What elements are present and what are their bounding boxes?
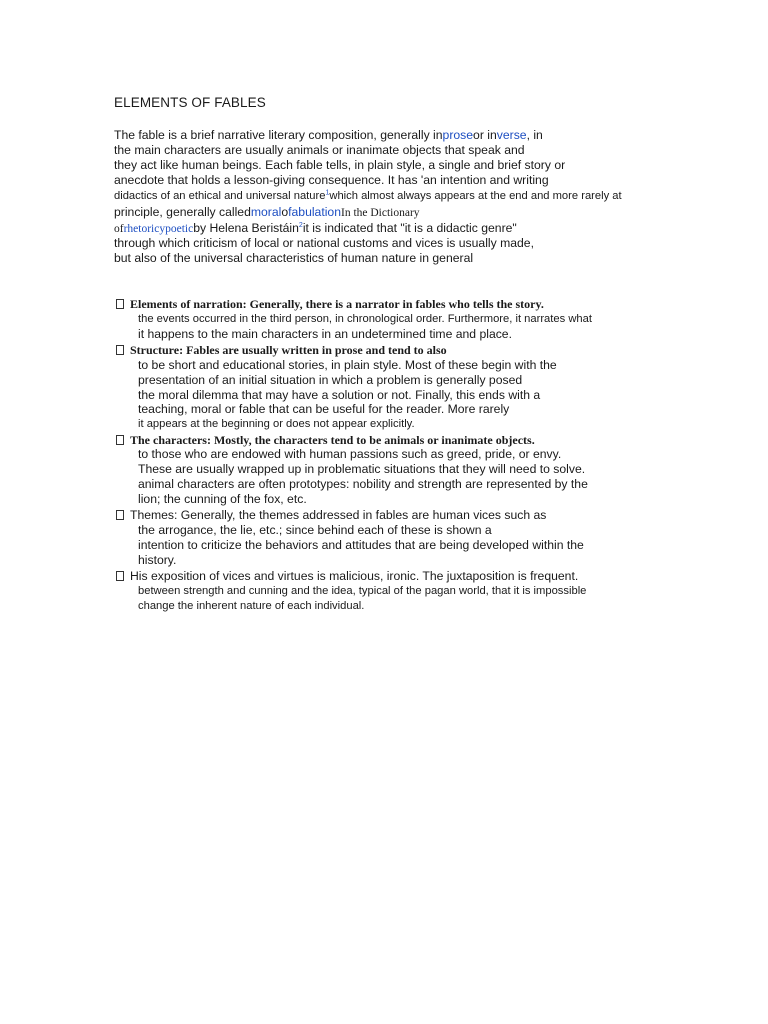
text-run: y [159, 223, 166, 235]
paragraph-line-1 [114, 128, 543, 143]
item-heading: Themes: Generally, the themes addressed in fables are human vices such as [130, 508, 547, 522]
bullet-box-icon [116, 510, 124, 520]
item-line: it happens to the main characters in an undetermined time and place. [138, 327, 512, 341]
bullet-box-icon [116, 571, 124, 581]
item-heading: The characters: Mostly, the characters tend to be animals or inanimate objects. [130, 433, 535, 447]
verse-link[interactable]: verse [496, 128, 527, 142]
paragraph-line-3: they act like human beings. Each fable tells, in plain style, a single and brief story or [114, 158, 566, 172]
bullet-item-narration [116, 297, 544, 312]
item-heading: His exposition of vices and virtues is malicious, ironic. The juxtaposition is frequent. [130, 569, 579, 583]
text-run: or in [473, 128, 497, 142]
item-line: the events occurred in the third person, in chronological order. Furthermore, it narrates what [138, 313, 592, 325]
item-line: change the inherent nature of each individual. [138, 600, 365, 612]
text-run: by Helena Beristáin [193, 221, 299, 235]
text-run: o [281, 205, 289, 219]
paragraph-line-8: through which criticism of local or national customs and vices is usually made, [114, 236, 534, 250]
item-line: intention to criticize the behaviors and attitudes that are being developed within the [138, 538, 584, 552]
prose-link[interactable]: prose [442, 128, 474, 142]
paragraph-line-5 [114, 189, 622, 204]
text-run: it is indicated that "it is a didactic genre" [302, 221, 517, 235]
text-run: didactics of an ethical and universal nature [114, 190, 326, 202]
bullet-item-characters [116, 433, 535, 448]
text-run: principle, generally called [114, 205, 251, 219]
bullet-box-icon [116, 435, 124, 445]
moral-link[interactable]: moral [250, 205, 282, 219]
text-run: The fable is a brief narrative literary composition, generally in [114, 128, 443, 142]
item-line: between strength and cunning and the idea, typical of the pagan world, that it is impossible [138, 585, 587, 597]
item-line: the moral dilemma that may have a solution or not. Finally, this ends with a [138, 388, 541, 402]
footnote-ref-1[interactable]: 1 [325, 189, 330, 197]
item-line: teaching, moral or fable that can be useful for the reader. More rarely [138, 402, 510, 416]
item-line: it appears at the beginning or does not appear explicitly. [138, 418, 415, 430]
rhetoric-link[interactable]: rhetoric [123, 223, 160, 235]
paragraph-line-2: the main characters are usually animals or inanimate objects that speak and [114, 143, 525, 157]
paragraph-line-9: but also of the universal characteristics of human nature in general [114, 251, 474, 265]
item-line: lion; the cunning of the fox, etc. [138, 492, 307, 506]
item-line: to be short and educational stories, in plain style. Most of these begin with the [138, 358, 557, 372]
bullet-item-themes [116, 508, 546, 523]
item-line: presentation of an initial situation in which a problem is generally posed [138, 373, 523, 387]
footnote-ref-2[interactable]: 2 [298, 221, 303, 229]
item-line: animal characters are often prototypes: nobility and strength are represented by the [138, 477, 588, 491]
paragraph-line-7 [114, 221, 517, 237]
item-line: These are usually wrapped up in problematic situations that they will need to solve. [138, 462, 586, 476]
page-title: ELEMENTS OF FABLES [114, 95, 266, 110]
bullet-item-structure [116, 343, 447, 358]
text-run: In the Dictionary [340, 207, 420, 219]
bullet-item-exposition [116, 569, 578, 584]
item-line: history. [138, 553, 177, 567]
item-heading: Structure: Fables are usually written in prose and tend to also [130, 343, 447, 357]
paragraph-line-4: anecdote that holds a lesson-giving consequence. It has 'an intention and writing [114, 173, 549, 187]
paragraph-line-6 [114, 205, 420, 221]
text-run: which almost always appears at the end and more rarely at [329, 190, 622, 202]
item-line: to those who are endowed with human passions such as greed, pride, or envy. [138, 447, 562, 461]
item-line: the arrogance, the lie, etc.; since behind each of these is shown a [138, 523, 492, 537]
text-run: , in [526, 128, 543, 142]
bullet-box-icon [116, 299, 124, 309]
bullet-box-icon [116, 345, 124, 355]
text-run: of [114, 223, 124, 235]
poetic-link[interactable]: poetic [165, 223, 194, 235]
item-heading: Elements of narration: Generally, there is a narrator in fables who tells the story. [130, 297, 544, 311]
fabulation-link[interactable]: fabulation [288, 205, 341, 219]
